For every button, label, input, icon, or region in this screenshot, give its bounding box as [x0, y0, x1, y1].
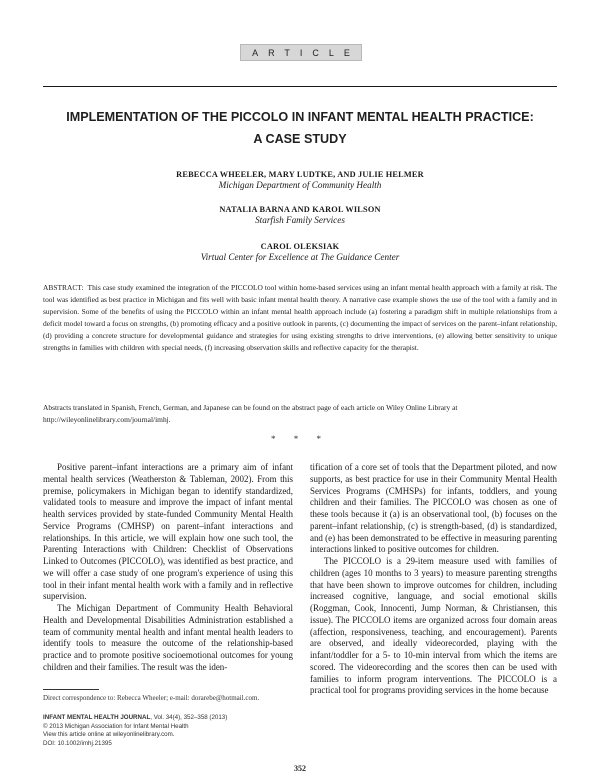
footnote-rule: [43, 689, 99, 690]
title-line-1: IMPLEMENTATION OF THE PICCOLO IN INFANT MENTAL HEALTH PRACTICE:: [66, 110, 534, 124]
journal-copyright: © 2013 Michigan Association for Infant Mental Health: [43, 722, 189, 730]
section-label: ARTICLE: [252, 47, 360, 58]
paragraph: The PICCOLO is a 29-item measure used with families of children (ages 10 months to 3 years) to measure parenting strengths that have been shown to improve outcomes for children, including increased cognitive, language, and social emotional skills (Roggman, Cook, Innocenti, Jump Norman, & Christiansen, this issue). The PICCOLO items are organized across four domain areas (affection, responsiveness, teaching, and encouragement). Parents are observed, and ideally videorecorded, playing with the infant/toddler for a 5- to 10-min interval from which the items are scored. The videorecording and the scores then can be used with families to inform program interventions. The PICCOLO is a practical tool for programs providing services in the home because: [310, 556, 557, 696]
author-affiliation: Virtual Center for Excellence at The Guidance Center: [200, 252, 400, 262]
author-affiliation: Starfish Family Services: [255, 215, 345, 225]
journal-info: [43, 714, 343, 748]
journal-citation: [43, 714, 343, 723]
journal-volume: , Vol. 34(4), 352–358 (2013): [150, 714, 228, 721]
journal-doi: DOI: 10.1002/imhj.21395: [43, 739, 112, 747]
journal-online: View this article online at wileyonlinelibrary.com.: [43, 731, 175, 739]
author-group-2: [43, 204, 557, 226]
abstract-text: This case study examined the integration of the PICCOLO tool within home-based services using an infant mental health approach with a family at risk. The tool was identified as best practice in Michigan and fits well with basic infant mental health theory. A narrative case example shows the use of the tool with a family and in supervision. Some of the benefits of using the PICCOLO within an infant mental health approach include (a) fostering a paradigm shift in multiple relationships from a deficit model toward a focus on strengths, (b) promoting efficacy and a positive outlook in parents, (c) documenting the impact of services on the parent–infant relationship, (d) providing a concrete structure for developmental guidance and strategies for using existing strengths to drive interventions, (e) allowing better sensitivity to unique strengths in families with children with special needs, (f) increasing observation skills and reflective capacity for the therapist.: [43, 283, 558, 352]
abstract-label: ABSTRACT:: [43, 283, 84, 292]
body-column-right: [310, 462, 557, 697]
paragraph: The Michigan Department of Community Health Behavioral Health and Developmental Disabilities Administration established a team of community mental health and infant mental health leaders to identify tools to measure the outcome of the relationship-based practice and to promote positive socioemotional outcomes for young children and their families. The result was the iden-: [43, 603, 293, 672]
page-number: 352: [294, 764, 306, 773]
author-names: REBECCA WHEELER, MARY LUDTKE, AND JULIE HELMER: [176, 170, 424, 179]
author-group-3: [43, 241, 557, 263]
body-column-left: [43, 462, 293, 674]
paragraph: tification of a core set of tools that the Department piloted, and now supports, as best practice for use in their Community Mental Health Services Programs (CMHSPs) for infants, toddlers, and young children and their families. The PICCOLO was chosen as one of these tools because it (a) is an observational tool, (b) focuses on the parent–infant relationship, (c) is strength-based, (d) is standardized, and (e) has been demonstrated to be effective in measuring parenting interactions linked to positive outcomes for children.: [310, 462, 557, 555]
paragraph: Positive parent–infant interactions are a primary aim of infant mental health services (Weatherston & Tableman, 2002). From this premise, policymakers in Michigan began to identify standardized, validated tools to measure and improve the impact of infant mental health services provided by state-funded Community Mental Health Service Programs (CMHSP) on parent–infant interactions and relationships. In this article, we will explain how one such tool, the Parenting Interactions with Children: Checklist of Observations Linked to Outcomes (PICCOLO), was identified as best practice, and we will offer a case study of one program's experience of using this tool in their infant mental health work with a family and in reflective supervision.: [43, 462, 293, 602]
author-names: CAROL OLEKSIAK: [260, 242, 340, 251]
header-rule: [43, 86, 557, 87]
author-names: NATALIA BARNA AND KAROL WILSON: [219, 205, 381, 214]
translated-abstracts-note: Abstracts translated in Spanish, French, German, and Japanese can be found on the abstract page of each article on Wiley Online Library at http://wileyonlinelibrary.com/journal/imhj.: [43, 403, 458, 424]
abstract: [43, 282, 557, 354]
article-title: [43, 106, 557, 150]
author-group-1: [43, 169, 557, 191]
journal-name: INFANT MENTAL HEALTH JOURNAL: [43, 714, 151, 721]
section-label-bar: [240, 44, 362, 61]
author-affiliation: Michigan Department of Community Health: [218, 180, 382, 190]
title-line-2: A CASE STUDY: [253, 132, 347, 146]
correspondence-footnote: Direct correspondence to: Rebecca Wheeler; e-mail: dorarebe@hotmail.com.: [43, 694, 260, 702]
section-separator: * * *: [271, 434, 329, 444]
